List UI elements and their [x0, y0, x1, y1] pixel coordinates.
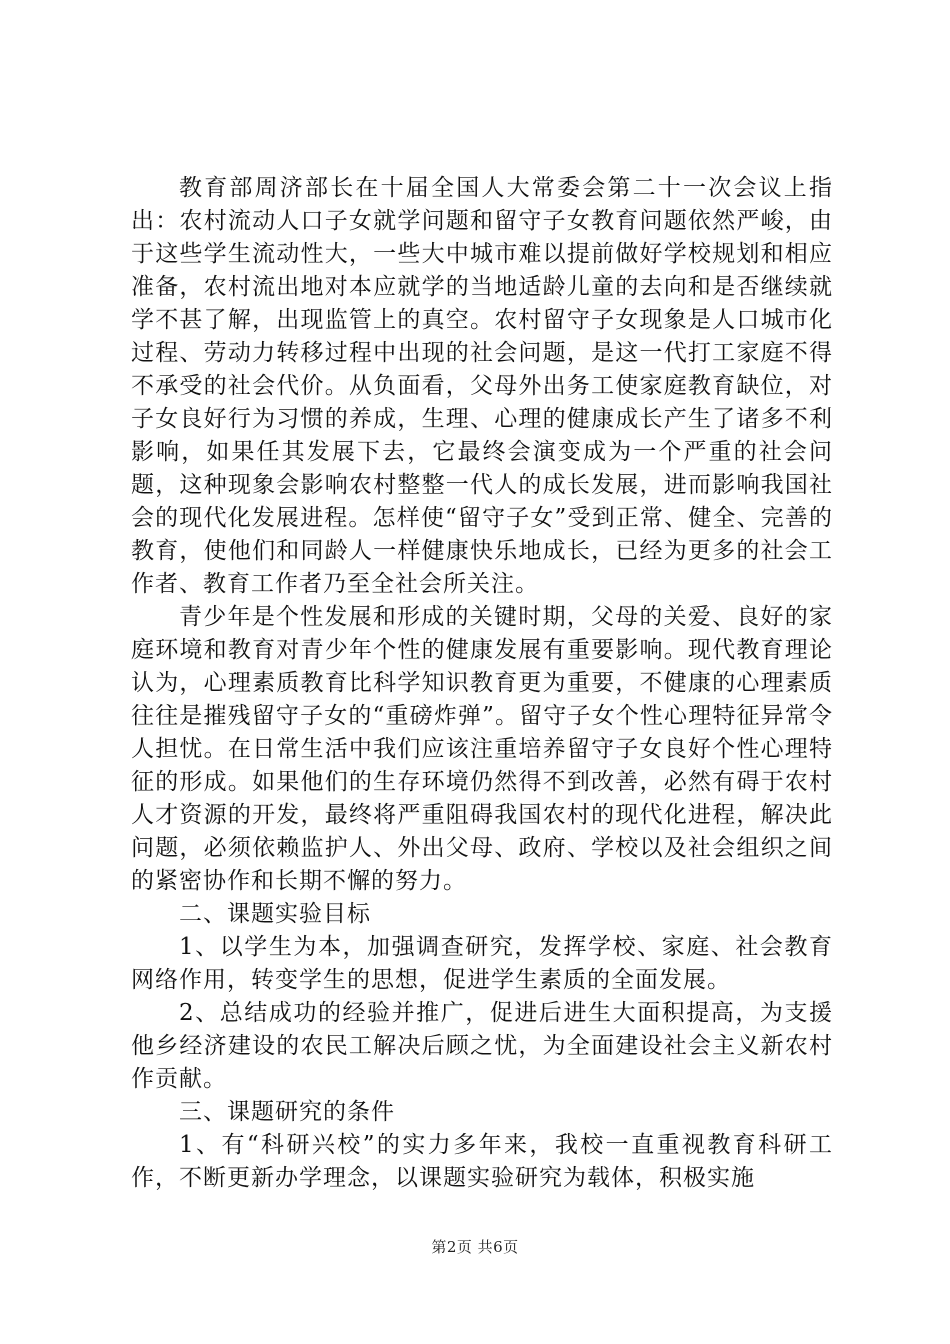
objective-item-1: 1、以学生为本，加强调查研究，发挥学校、家庭、社会教育网络作用，转变学生的思想，促进学生素质的全面发展。 — [131, 934, 833, 993]
paragraph-1: 教育部周济部长在十届全国人大常委会第二十一次会议上指出：农村流动人口子女就学问题和留守子女教育问题依然严峻，由于这些学生流动性大，一些大中城市难以提前做好学校规划和相应准备，农村流出地对本应就学的当地适龄儿童的去向和是否继续就学不甚了解，出现监管上的真空。农村留守子女现象是人口城市化过程、劳动力转移过程中出现的社会问题，是这一代打工家庭不得不承受的社会代价。从负面看，父母外出务工使家庭教育缺位，对子女良好行为习惯的养成，生理、心理的健康成长产生了诸多不利影响，如果任其发展下去，它最终会演变成为一个严重的社会问题，这种现象会影响农村整整一代人的成长发展，进而影响我国社会的现代化发展进程。怎样使“留守子女”受到正常、健全、完善的教育，使他们和同龄人一样健康快乐地成长，已经为更多的社会工作者、教育工作者乃至全社会所关注。 — [131, 175, 833, 597]
condition-item-1: 1、有“科研兴校”的实力多年来，我校一直重视教育科研工作，不断更新办学理念，以课题实验研究为载体，积极实施 — [131, 1132, 833, 1191]
section-heading-conditions: 三、课题研究的条件 — [179, 1099, 395, 1125]
paragraph-2: 青少年是个性发展和形成的关键时期，父母的关爱、良好的家庭环境和教育对青少年个性的健康发展有重要影响。现代教育理论认为，心理素质教育比科学知识教育更为重要，不健康的心理素质往往是摧残留守子女的“重磅炸弹”。留守子女个性心理特征异常令人担忧。在日常生活中我们应该注重培养留守子女良好个性心理特征的形成。如果他们的生存环境仍然得不到改善，必然有碍于农村人才资源的开发，最终将严重阻碍我国农村的现代化进程，解决此问题，必须依赖监护人、外出父母、政府、学校以及社会组织之间的紧密协作和长期不懈的努力。 — [131, 604, 833, 894]
document-body — [131, 172, 833, 1195]
page-number-footer: 第2页 共6页 — [431, 1238, 519, 1256]
section-heading-objectives: 二、课题实验目标 — [179, 901, 371, 927]
objective-item-2: 2、总结成功的经验并推广，促进后进生大面积提高，为支援他乡经济建设的农民工解决后顾之忧，为全面建设社会主义新农村作贡献。 — [131, 1000, 833, 1092]
